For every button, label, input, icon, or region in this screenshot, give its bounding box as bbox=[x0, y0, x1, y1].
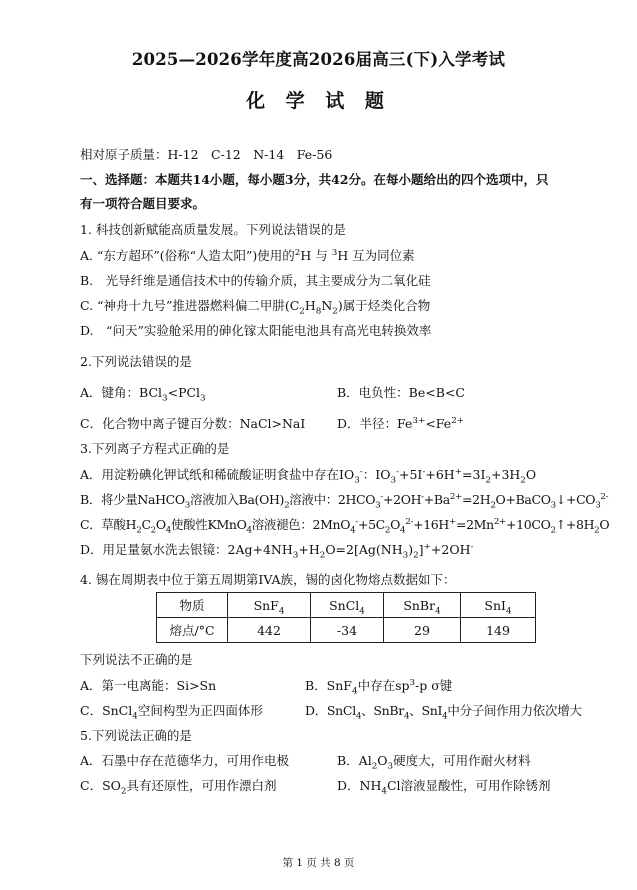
q5-option-d: D．$NH_4Cl$溶液显酸性，可用作除锈剂 bbox=[337, 778, 551, 797]
q2-option-d: D．半径：$Fe^{3+}<Fe^{2+}$ bbox=[337, 415, 465, 431]
table-cell-value: 29 bbox=[384, 618, 461, 643]
table-cell-compound: SnBr$_4$ bbox=[384, 593, 461, 618]
subject-title: 化 学 试 题 bbox=[246, 90, 391, 112]
q4-follow-text: 下列说法不正确的是 bbox=[80, 652, 193, 667]
q5-option-a: A．石墨中存在范德华力，可用作电极 bbox=[80, 753, 290, 768]
section-heading-line2: 有一项符合题目要求。 bbox=[80, 196, 206, 211]
q2-option-c: C．化合物中离子键百分数：NaCl>NaI bbox=[80, 416, 306, 431]
q5-option-b: B．$Al_2O_3$硬度大，可用作耐火材料 bbox=[337, 753, 531, 772]
exam-title: 2025—2026学年度高2026届高三(下)入学考试 bbox=[131, 50, 506, 69]
q1-stem: 1. 科技创新赋能高质量发展。下列说法错误的是 bbox=[80, 222, 346, 237]
q3-option-c: C．草酸$H_2C_2O_4$使酸性KMnO$_4$溶液褪色：$2MnO_4^-+5C_2O_4^{2-}+16H^+=2Mn^{2+}+10CO_2↑+8H_2O$ bbox=[80, 516, 610, 536]
q4-stem: 4. 锡在周期表中位于第五周期第IVA族，锡的卤化物熔点数据如下： bbox=[80, 572, 456, 587]
q2-stem: 2.下列说法错误的是 bbox=[80, 354, 192, 369]
q3-option-b: B．将少量NaHCO$_3$溶液加入$Ba(OH)_2$溶液中：$2HCO_3^-+2OH^-+Ba^{2+}=2H_2O+BaCO_3↓+CO_3^{2-}$ bbox=[80, 491, 609, 511]
q2-option-a: A．键角：BCl$_3$<PCl$_3$ bbox=[80, 385, 206, 404]
table-header-substance: 物质 bbox=[157, 593, 228, 618]
atomic-masses: 相对原子质量：H-12 C-12 N-14 Fe-56 bbox=[80, 147, 333, 162]
table-cell-compound: SnI$_4$ bbox=[461, 593, 536, 618]
table-cell-compound: SnCl$_4$ bbox=[311, 593, 384, 618]
q5-stem: 5.下列说法正确的是 bbox=[80, 728, 192, 743]
section-heading-line1: 一、选择题：本题共14小题，每小题3分，共42分。在每小题给出的四个选项中，只 bbox=[80, 172, 549, 187]
q2-option-b: B．电负性：Be<B<C bbox=[337, 385, 465, 400]
q5-option-c: C．$SO_2$具有还原性，可用作漂白剂 bbox=[80, 778, 277, 797]
table-cell-compound: SnF$_4$ bbox=[228, 593, 311, 618]
melting-point-table bbox=[156, 592, 536, 643]
q3-option-a: A．用淀粉碘化钾试纸和稀硫酸证明食盐中存在$IO_3^-$：$IO_3^-+5I^-+6H^+=3I_2+3H_2O$ bbox=[80, 466, 537, 486]
q4-option-d: D．SnCl$_4$、SnBr$_4$、SnI$_4$中分子间作用力依次增大 bbox=[305, 703, 582, 722]
q3-stem: 3.下列离子方程式正确的是 bbox=[80, 441, 230, 456]
table-row bbox=[157, 618, 536, 643]
q4-option-b: B．SnF$_4$中存在$sp^3-p$ σ键 bbox=[305, 677, 453, 697]
q4-option-c: C．SnCl$_4$空间构型为正四面体形 bbox=[80, 703, 263, 722]
q1-option-c: C. “神舟十九号”推进器燃料偏二甲肼$(C_2H_8N_2)$属于烃类化合物 bbox=[80, 298, 431, 317]
q1-option-a: A. “东方超环”(俗称“人造太阳”)使用的$^2$H 与 $^3$H 互为同位素 bbox=[80, 247, 415, 263]
table-header-melting-point: 熔点/°C bbox=[157, 618, 228, 643]
page-footer: 第 1 页 共 8 页 bbox=[282, 857, 355, 869]
q4-option-a: A．第一电离能：Si>Sn bbox=[80, 678, 217, 693]
q1-option-d: D. “问天”实验舱采用的砷化镓太阳能电池具有高光电转换效率 bbox=[80, 323, 432, 338]
q3-option-d: D．用足量氨水洗去银镜：$2Ag+4NH_3+H_2O=2[Ag(NH_3)_2]^++2OH^-$ bbox=[80, 541, 474, 561]
q1-option-b: B. 光导纤维是通信技术中的传输介质，其主要成分为二氧化硅 bbox=[80, 273, 431, 288]
table-cell-value: 149 bbox=[461, 618, 536, 643]
table-cell-value: 442 bbox=[228, 618, 311, 643]
table-row bbox=[157, 593, 536, 618]
table-cell-value: -34 bbox=[311, 618, 384, 643]
